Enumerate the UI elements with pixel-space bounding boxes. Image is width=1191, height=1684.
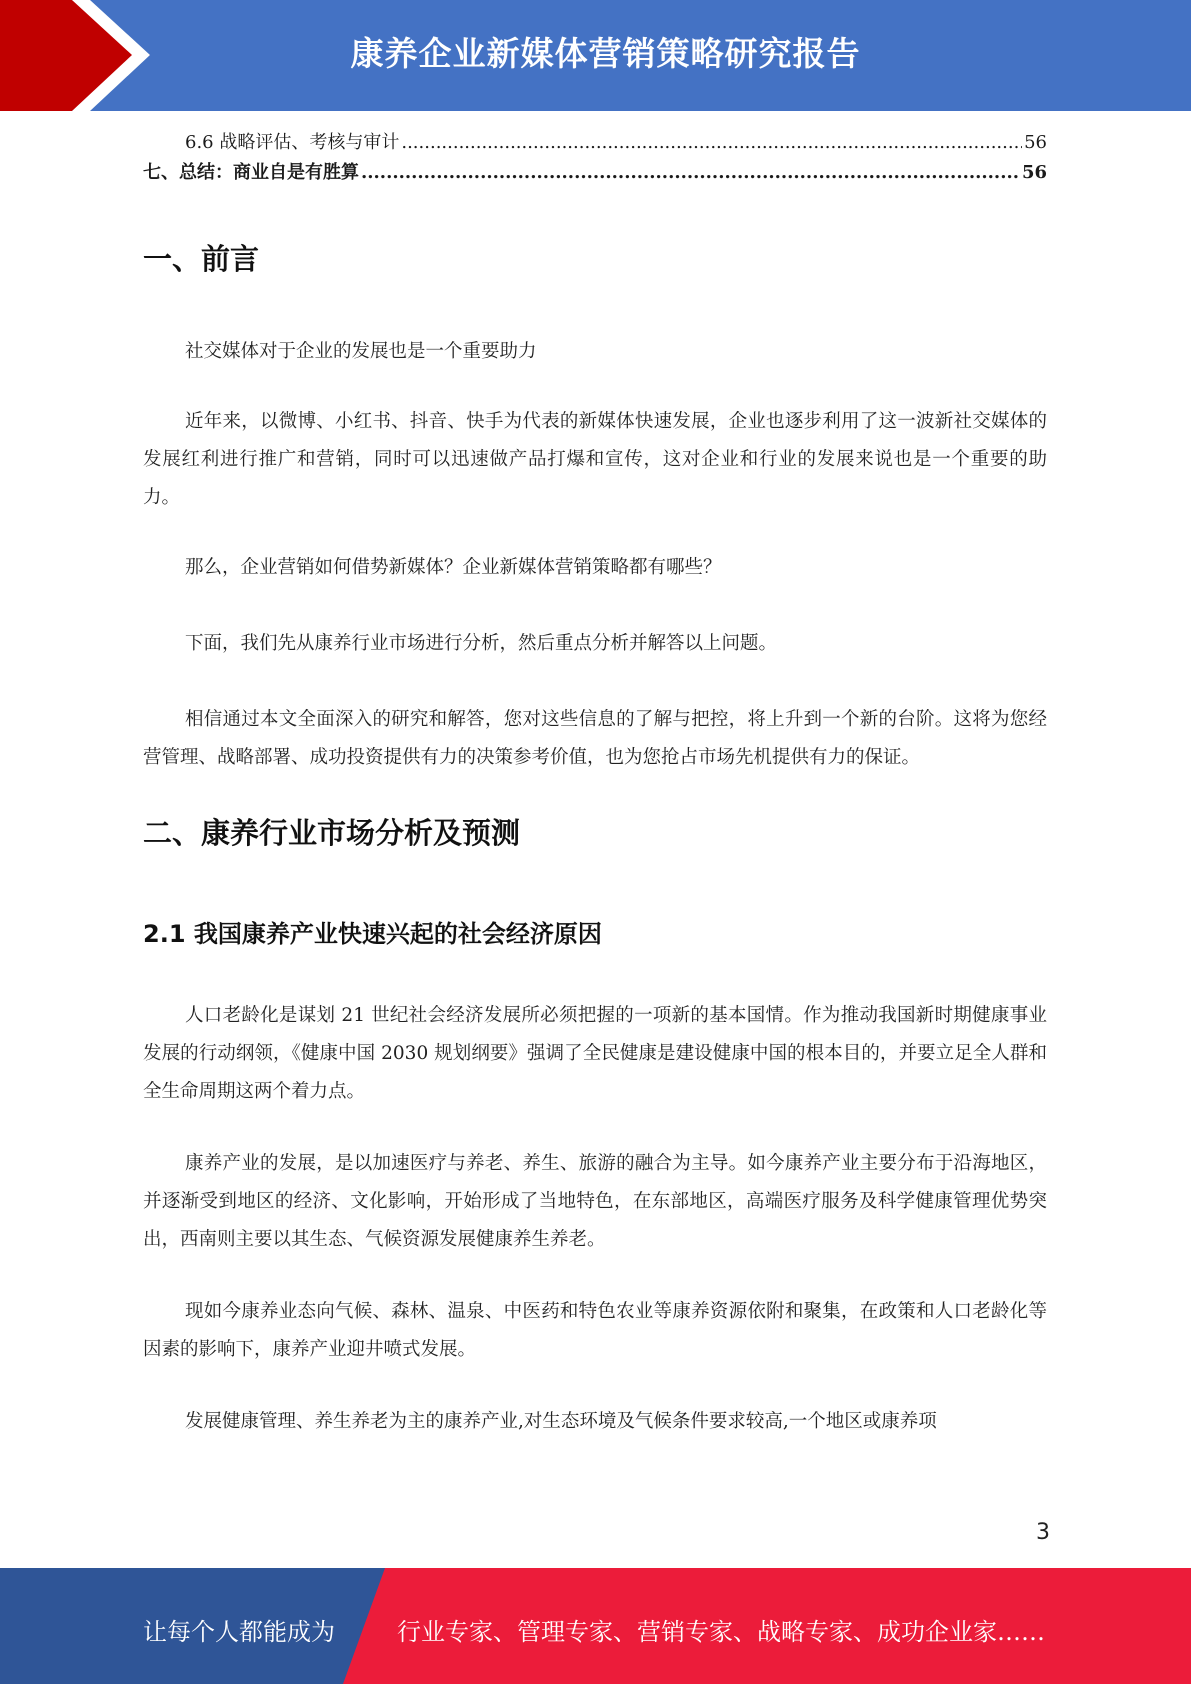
page-number: 3 xyxy=(1036,1520,1050,1545)
section-heading-market: 二、康养行业市场分析及预测 xyxy=(143,816,521,850)
page-footer xyxy=(0,1568,1191,1684)
toc-entry-page: 56 xyxy=(1024,132,1047,153)
toc-entry-6-6[interactable] xyxy=(143,128,1047,158)
table-of-contents xyxy=(143,128,1047,188)
paragraph: 现如今康养业态向气候、森林、温泉、中医药和特色农业等康养资源依附和聚集，在政策和人口老龄化等因素的影响下，康养产业迎井喷式发展。 xyxy=(143,1301,1047,1360)
toc-entry-page: 56 xyxy=(1021,162,1047,183)
paragraph: 下面，我们先从康养行业市场进行分析，然后重点分析并解答以上问题。 xyxy=(185,633,778,654)
section-heading-preface: 一、前言 xyxy=(143,242,260,276)
paragraph: 近年来，以微博、小红书、抖音、快手为代表的新媒体快速发展，企业也逐步利用了这一波新社交媒体的发展红利进行推广和营销，同时可以迅速做产品打爆和宣传，这对企业和行业的发展来说也是一个重要的助力。 xyxy=(143,411,1047,508)
toc-entry-label: 6.6 战略评估、考核与审计 xyxy=(185,132,400,153)
paragraph: 那么，企业营销如何借势新媒体？企业新媒体营销策略都有哪些？ xyxy=(185,557,722,578)
page-content xyxy=(143,128,1047,1441)
toc-entry-seven[interactable] xyxy=(143,158,1047,188)
paragraph: 人口老龄化是谋划 21 世纪社会经济发展所必须把握的一项新的基本国情。作为推动我国新时期健康事业发展的行动纲领，《健康中国 2030 规划纲要》强调了全民健康是建设健康中国的根本目的，并要立足全人群和全生命周期这两个着力点。 xyxy=(143,1005,1047,1102)
paragraph: 相信通过本文全面深入的研究和解答，您对这些信息的了解与把控，将上升到一个新的台阶。这将为您经营管理、战略部署、成功投资提供有力的决策参考价值，也为您抢占市场先机提供有力的保证。 xyxy=(143,709,1047,768)
paragraph: 发展健康管理、养生养老为主的康养产业,对生态环境及气候条件要求较高,一个地区或康养项 xyxy=(185,1411,937,1432)
page-header xyxy=(0,0,1191,111)
header-title: 康养企业新媒体营销策略研究报告 xyxy=(350,34,861,73)
subsection-heading-2-1: 2.1 我国康养产业快速兴起的社会经济原因 xyxy=(143,920,602,948)
paragraph: 社交媒体对于企业的发展也是一个重要助力 xyxy=(185,341,537,362)
toc-leader xyxy=(401,128,1022,158)
footer-slogan-right: 行业专家、管理专家、营销专家、战略专家、成功企业家…… xyxy=(397,1618,1045,1646)
paragraph: 康养产业的发展，是以加速医疗与养老、养生、旅游的融合为主导。如今康养产业主要分布于沿海地区，并逐渐受到地区的经济、文化影响，开始形成了当地特色，在东部地区，高端医疗服务及科学健康管理优势突出，西南则主要以其生态、气候资源发展健康养生养老。 xyxy=(143,1153,1047,1250)
footer-slogan-left: 让每个人都能成为 xyxy=(143,1618,335,1646)
toc-leader xyxy=(361,158,1020,188)
toc-entry-label: 七、总结：商业自是有胜算 xyxy=(143,162,359,183)
